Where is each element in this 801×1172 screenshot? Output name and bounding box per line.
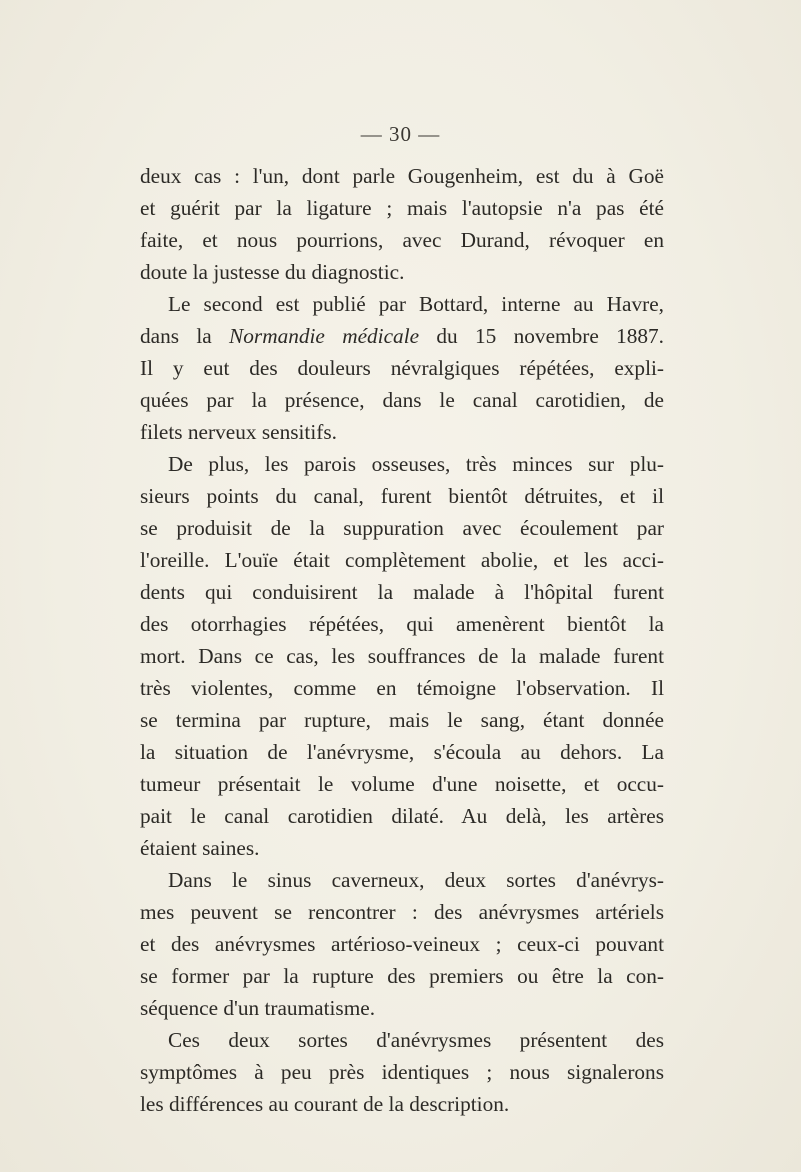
text-line: doute la justesse du diagnostic. — [140, 260, 405, 284]
body-text — [140, 160, 664, 1120]
text-line: et des anévrysmes artérioso-veineux ; ceux-ci pouvant — [140, 932, 664, 956]
text-line: et guérit par la ligature ; mais l'autopsie n'a pas été — [140, 196, 664, 220]
text-line: faite, et nous pourrions, avec Durand, révoquer en — [140, 228, 664, 252]
text-line: sieurs points du canal, furent bientôt détruites, et il — [140, 484, 664, 508]
text-line: deux cas : l'un, dont parle Gougenheim, est du à Goë — [140, 164, 664, 188]
text-line — [140, 320, 664, 352]
text-segment: du 15 novembre 1887. — [419, 324, 665, 348]
text-line: se produisit de la suppuration avec écoulement par — [140, 516, 664, 540]
text-line: séquence d'un traumatisme. — [140, 996, 376, 1020]
text-segment: dans la — [140, 324, 230, 348]
text-line: se termina par rupture, mais le sang, étant donnée — [140, 708, 664, 732]
text-line: dents qui conduisirent la malade à l'hôpital furent — [140, 580, 664, 604]
text-line: la situation de l'anévrysme, s'écoula au dehors. La — [140, 740, 664, 764]
text-line: mes peuvent se rencontrer : des anévrysmes artériels — [140, 900, 664, 924]
journal-title: Normandie médicale — [229, 324, 420, 348]
text-line: symptômes à peu près identiques ; nous signalerons — [140, 1060, 664, 1084]
text-line: quées par la présence, dans le canal carotidien, de — [140, 388, 664, 412]
paragraph-start-line: De plus, les parois osseuses, très minces sur plu- — [168, 452, 664, 476]
text-line: se former par la rupture des premiers ou être la con- — [140, 964, 664, 988]
text-line: mort. Dans ce cas, les souffrances de la malade furent — [140, 644, 664, 668]
paragraph-start-line: Ces deux sortes d'anévrysmes présentent des — [168, 1028, 664, 1052]
paragraph-start-line: Dans le sinus caverneux, deux sortes d'anévrys- — [168, 868, 664, 892]
text-line: Il y eut des douleurs névralgiques répétées, expli- — [140, 356, 664, 380]
text-line: très violentes, comme en témoigne l'observation. Il — [140, 676, 664, 700]
page-number: — 30 — — [360, 122, 441, 146]
text-line: pait le canal carotidien dilaté. Au delà, les artères — [140, 804, 664, 828]
text-line: des otorrhagies répétées, qui amenèrent bientôt la — [140, 612, 664, 636]
paragraph-start-line: Le second est publié par Bottard, interne au Havre, — [168, 292, 664, 316]
text-line: filets nerveux sensitifs. — [140, 420, 337, 444]
text-line: étaient saines. — [140, 836, 260, 860]
text-line: l'oreille. L'ouïe était complètement abolie, et les acci- — [140, 548, 664, 572]
text-line: tumeur présentait le volume d'une noisette, et occu- — [140, 772, 664, 796]
text-line: les différences au courant de la description. — [140, 1092, 510, 1116]
